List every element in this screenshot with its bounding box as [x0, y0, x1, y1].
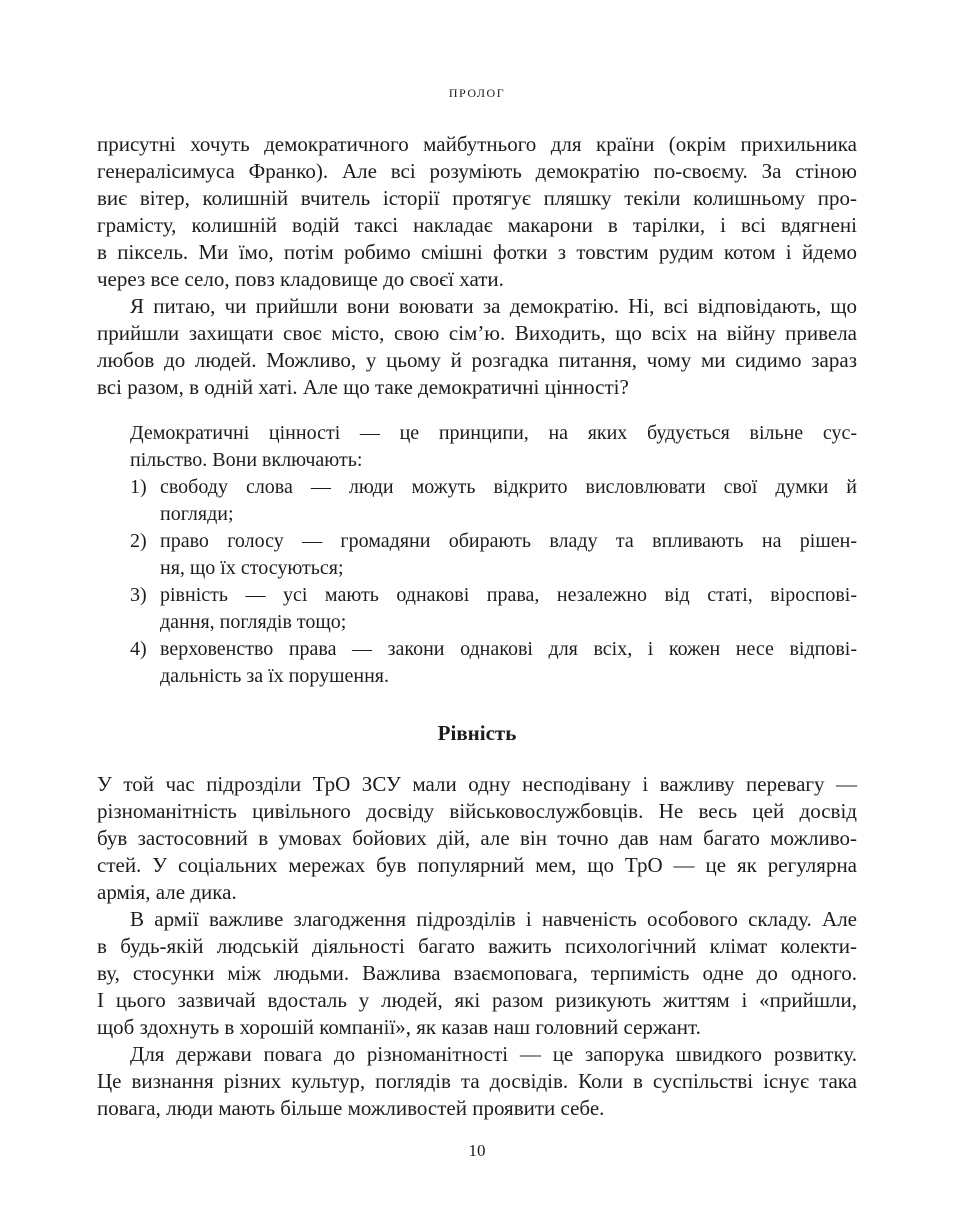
text-line: свободу слова — люди можуть відкрито висловлювати свої думки й	[160, 476, 857, 498]
text-line: повага, люди мають більше можливостей проявити себе.	[97, 1096, 605, 1120]
text-line: І цього зазвичай вдосталь у людей, які разом ризикують життям і «прийшли,	[97, 988, 857, 1012]
text-line: Демократичні цінності — це принципи, на яких будується вільне сус-	[130, 422, 857, 444]
paragraph	[97, 1041, 857, 1122]
paragraph	[97, 131, 857, 293]
text-line: ву, стосунки між людьми. Важлива взаємоповага, терпимість одне до одного.	[97, 961, 857, 985]
text-line: в будь-якій людській діяльності багато важить психологічний клімат колекти-	[97, 934, 857, 958]
text-line: через все село, повз кладовище до своєї хати.	[97, 267, 504, 291]
text-line: погляди;	[160, 503, 234, 525]
paragraph	[97, 906, 857, 1041]
paragraph	[97, 293, 857, 401]
running-head: ПРОЛОГ	[448, 86, 506, 100]
text-line: був застосовний в умовах бойових дій, але він точно дав нам багато можливо-	[97, 826, 857, 850]
text-line: пільство. Вони включають:	[130, 449, 363, 471]
list-number: 4)	[130, 638, 147, 660]
text-line: стей. У соціальних мережах був популярний мем, що ТрО — це як регулярна	[97, 853, 857, 877]
text-line: щоб здохнуть в хорошій компанії», як казав наш головний сержант.	[97, 1015, 701, 1039]
section-title: Рівність	[437, 721, 517, 745]
book-page	[97, 0, 857, 1205]
paragraph	[97, 771, 857, 906]
text-line: ня, що їх стосуються;	[160, 557, 344, 579]
text-line: генералісимуса Франко). Але всі розуміють демократію по-своєму. За стіною	[97, 159, 857, 183]
text-line: виє вітер, колишній вчитель історії протягує пляшку текіли колишньому про-	[97, 186, 857, 210]
list-item	[130, 530, 857, 584]
text-line: Для держави повага до різноманітності — це запорука швидкого розвитку.	[130, 1042, 857, 1066]
list-item	[130, 476, 857, 530]
page-body	[97, 131, 857, 1122]
text-line: верховенство права — закони однакові для всіх, і кожен несе відпові-	[160, 638, 857, 660]
page-number: 10	[468, 1141, 486, 1160]
text-line: дальність за їх порушення.	[160, 665, 389, 687]
text-line: У той час підрозділи ТрО ЗСУ мали одну несподівану і важливу перевагу —	[97, 772, 857, 796]
list-number: 3)	[130, 584, 147, 606]
text-line: грамісту, колишній водій таксі накладає макарони в тарілки, і всі вдягнені	[97, 213, 857, 237]
text-line: всі разом, в одній хаті. Але що таке демократичні цінності?	[97, 375, 629, 399]
text-line: армія, але дика.	[97, 880, 237, 904]
text-line: в піксель. Ми їмо, потім робимо смішні фотки з товстим рудим котом і йдемо	[97, 240, 857, 264]
text-line: присутні хочуть демократичного майбутнього для країни (окрім прихильника	[97, 132, 857, 156]
text-line: рівність — усі мають однакові права, незалежно від статі, віроспові-	[160, 584, 857, 606]
text-line: В армії важливе злагодження підрозділів і навченість особового складу. Але	[130, 907, 857, 931]
text-line: Це визнання різних культур, поглядів та досвідів. Коли в суспільстві існує така	[97, 1069, 857, 1093]
list-item	[130, 584, 857, 638]
text-line: прийшли захищати своє місто, свою сім’ю. Виходить, що всіх на війну привела	[97, 321, 857, 345]
text-line: дання, поглядів тощо;	[160, 611, 347, 633]
text-line: різноманітність цивільного досвіду військовослужбовців. Не весь цей досвід	[97, 799, 857, 823]
text-line: Я питаю, чи прийшли вони воювати за демократію. Ні, всі відповідають, що	[130, 294, 857, 318]
list-number: 1)	[130, 476, 147, 498]
list-item	[130, 638, 857, 692]
text-line: право голосу — громадяни обирають владу та впливають на рішен-	[160, 530, 857, 552]
text-line: любов до людей. Можливо, у цьому й розгадка питання, чому ми сидимо зараз	[97, 348, 857, 372]
definition-block	[97, 422, 857, 692]
list-number: 2)	[130, 530, 147, 552]
definition-list	[130, 476, 857, 692]
